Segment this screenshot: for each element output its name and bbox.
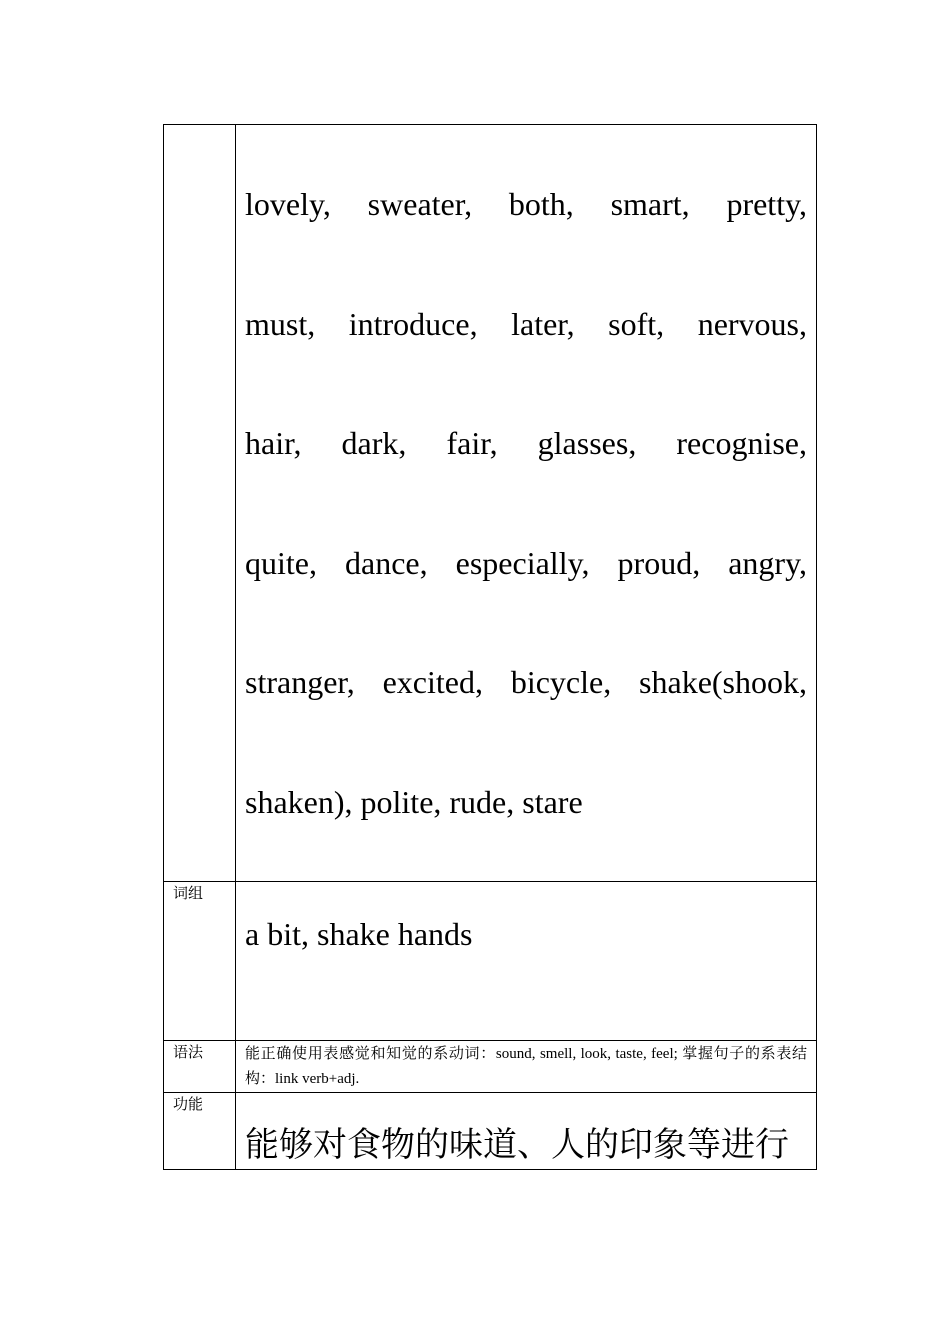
phrases-text: a bit, shake hands — [245, 916, 473, 952]
table-row-phrases — [164, 882, 817, 1041]
vocab-line: hair, dark, fair, glasses, recognise, — [245, 425, 807, 462]
vocab-line: lovely, sweater, both, smart, pretty, — [245, 186, 807, 222]
row-label-grammar: 语法 — [173, 1045, 204, 1061]
row-label-cell — [164, 1093, 236, 1170]
vocabulary-list — [236, 125, 816, 863]
vocab-line: stranger, excited, bicycle, shake(shook, — [245, 664, 807, 701]
row-label-phrases: 词组 — [173, 886, 204, 902]
row-label — [164, 125, 235, 127]
row-label-function: 功能 — [173, 1097, 204, 1113]
vocab-line: quite, dance, especially, proud, angry, — [245, 544, 807, 581]
syllabus-table — [163, 124, 817, 1170]
table-row-grammar — [164, 1041, 817, 1093]
row-label-cell — [164, 1041, 236, 1093]
function-cell — [236, 1093, 817, 1170]
vocabulary-cell — [236, 125, 817, 882]
table-row-function — [164, 1093, 817, 1170]
function-text: 能够对食物的味道、人的印象等进行 — [245, 1125, 789, 1165]
phrases-cell — [236, 882, 817, 1041]
row-label-cell — [164, 125, 236, 882]
grammar-cell — [236, 1041, 817, 1093]
vocab-line: shaken), polite, rude, stare — [245, 783, 583, 820]
row-label-cell — [164, 882, 236, 1041]
vocab-line: must, introduce, later, soft, nervous, — [245, 305, 807, 342]
table-row-vocabulary — [164, 125, 817, 882]
grammar-text: 能正确使用表感觉和知觉的系动词：sound, smell, look, taste, feel; 掌握句子的系表结构：link verb+adj. — [245, 1046, 807, 1087]
